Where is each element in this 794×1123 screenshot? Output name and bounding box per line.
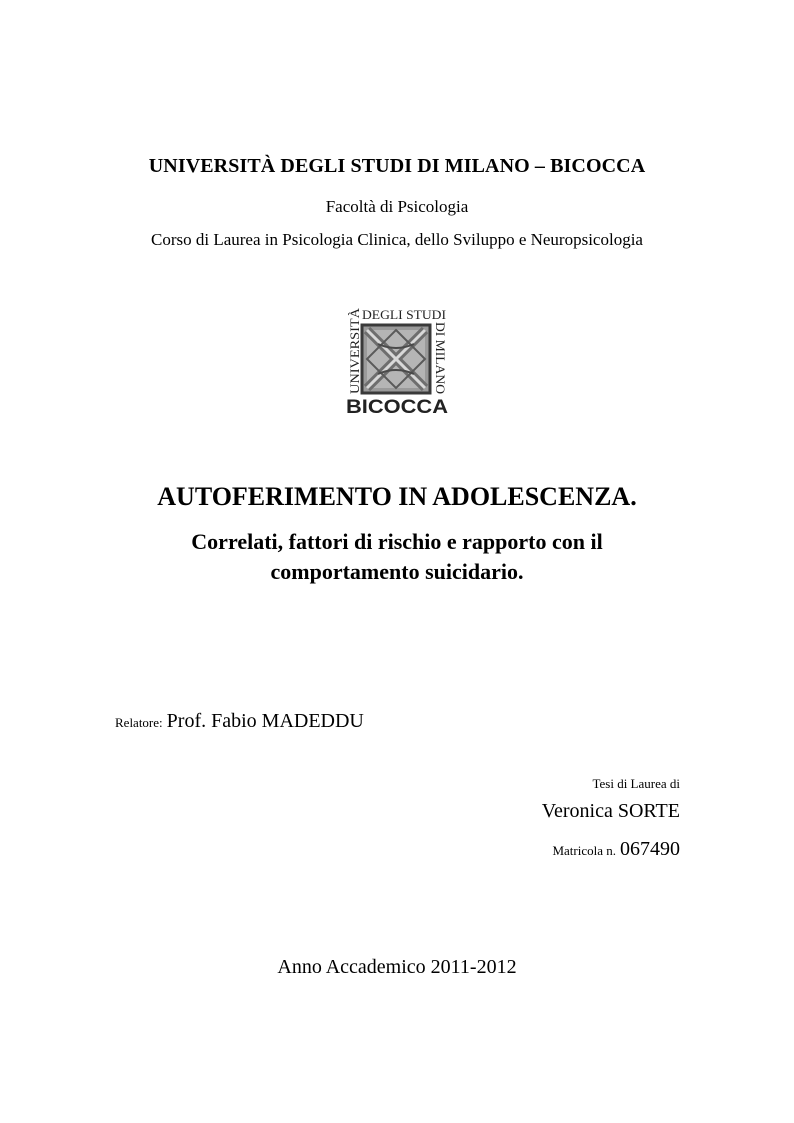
logo-left-text: UNIVERSITÀ [348,319,362,394]
thesis-subtitle-line-2: comportamento suicidario. [270,559,524,584]
student-id-label: Matricola n. [552,843,616,858]
thesis-subtitle [0,527,794,587]
supervisor-name: Prof. Fabio MADEDDU [166,710,364,732]
course-name: Corso di Laurea in Psicologia Clinica, dello Sviluppo e Neuropsicologia [151,230,643,249]
academic-year: Anno Accademico 2011-2012 [277,956,517,978]
supervisor-block [115,710,364,733]
logo-top-text: DEGLI STUDI [362,307,446,322]
logo-mark [362,325,430,393]
student-name: Veronica SORTE [541,800,680,822]
supervisor-label: Relatore: [115,715,163,730]
student-id-block [552,838,680,861]
university-name: UNIVERSITÀ DEGLI STUDI DI MILANO – BICOCCA [148,155,646,177]
thesis-subtitle-line-1: Correlati, fattori di rischio e rapporto con il [191,529,603,554]
faculty-name: Facoltà di Psicologia [325,197,469,216]
university-logo [338,304,458,416]
logo-bottom-text: BICOCCA [346,397,449,416]
student-id-value: 067490 [620,838,680,860]
thesis-title: AUTOFERIMENTO IN ADOLESCENZA. [157,482,637,511]
logo-right-text: DI MILANO [433,322,448,391]
thesis-author-label: Tesi di Laurea di [592,776,680,791]
